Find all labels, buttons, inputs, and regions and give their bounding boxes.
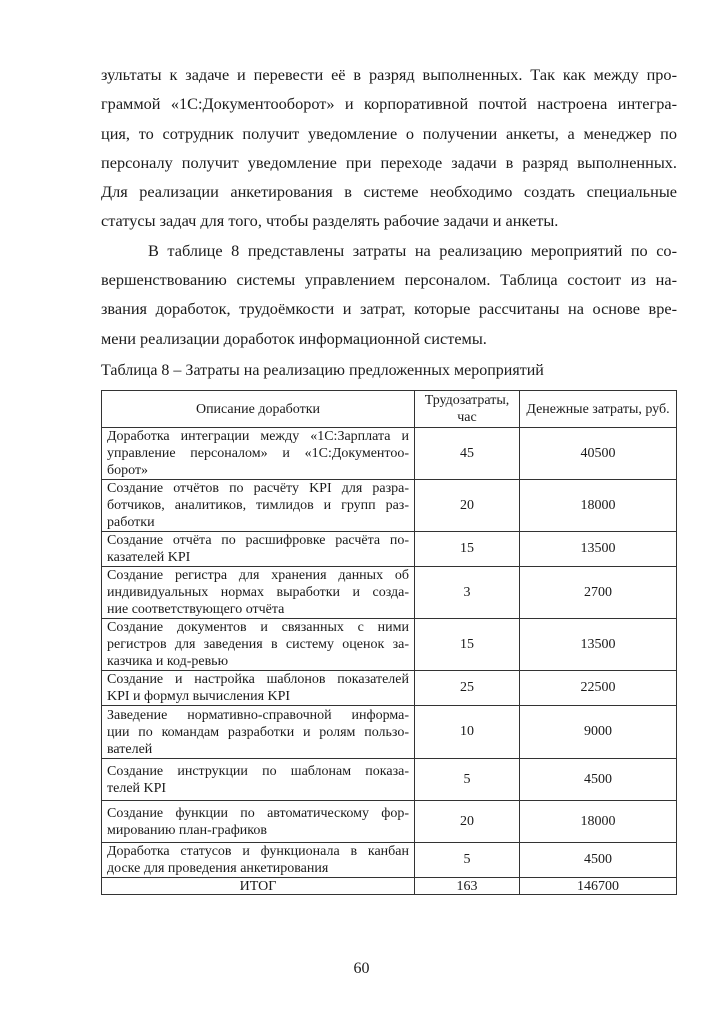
cell-description [102,759,415,801]
paragraph-1 [101,60,677,236]
cell-cost: 9000 [520,706,677,759]
table-row [102,671,677,706]
cell-hours: 15 [415,619,520,671]
cell-description [102,619,415,671]
description-line: казчика и код-ревью [107,654,229,669]
description-line: борот» [107,463,149,478]
text-line: Для реализации анкетирования в системе необходимо создать специальные [101,182,677,202]
description-line: Создание документов и связанных с ними [107,620,409,635]
description-line: регистров для заведения в систему оценок за- [107,637,409,652]
description-line: индивидуальных нормах выработки и созда- [107,585,409,600]
cell-hours: 5 [415,843,520,878]
text-line: В таблице 8 представлены затраты на реализацию мероприятий по со- [148,240,677,260]
text-line: граммой «1С:Документооборот» и корпоративной почтой настроена интегра- [101,94,677,114]
table-row [102,706,677,759]
cell-cost: 4500 [520,843,677,878]
description-line: работки [107,515,155,530]
table-caption: Таблица 8 – Затраты на реализацию предложенных мероприятий [101,362,544,379]
text-line: мени реализации доработок информационной системы. [101,328,487,348]
cell-hours: 25 [415,671,520,706]
text-line: зультаты к задаче и перевести её в разряд выполненных. Так как между про- [101,65,677,84]
cell-hours: 10 [415,706,520,759]
description-line: Создание регистра для хранения данных об [107,568,409,583]
cell-hours: 5 [415,759,520,801]
cell-description [102,843,415,878]
description-line: ции по командам разработки и ролям пользо- [107,724,409,740]
description-line: ние соответствующего отчёта [107,602,285,617]
description-line: Заведение нормативно-справочной информа- [107,707,409,723]
header-description: Описание доработки [102,391,415,428]
table-row [102,619,677,671]
cell-description [102,428,415,480]
table-row [102,428,677,480]
text-line: персоналу получит уведомление при переходе задачи в разряд выполненных. [101,152,677,172]
table-header-row [102,391,677,428]
header-cost: Денежные затраты, руб. [520,391,677,428]
cell-cost: 22500 [520,671,677,706]
table-total-row [102,878,677,895]
cell-description [102,532,415,567]
cell-cost: 4500 [520,759,677,801]
total-hours: 163 [415,878,520,895]
description-line: мированию план-графиков [107,822,268,838]
cell-cost: 13500 [520,619,677,671]
table-row [102,759,677,801]
description-line: Создание функции по автоматическому фор- [107,805,409,821]
cell-hours: 15 [415,532,520,567]
header-hours: Трудозатраты, час [415,391,520,428]
description-line: Создание и настройка шаблонов показателей [107,672,409,687]
description-line: Создание инструкции по шаблонам показа- [107,763,409,779]
table-row [102,567,677,619]
cell-description [102,801,415,843]
description-line: управление персоналом» и «1С:Документоо- [107,446,409,461]
text-line: ция, то сотрудник получит уведомление о получении анкеты, а менеджер по [101,123,677,143]
text-line: вершенствованию системы управлением персоналом. Таблица состоит из на- [101,270,677,290]
table-row [102,480,677,532]
total-label: ИТОГ [102,878,415,895]
costs-table [101,390,677,895]
table-row [102,532,677,567]
paragraph-2 [101,236,677,353]
cell-cost: 40500 [520,428,677,480]
text-line: звания доработок, трудоёмкости и затрат, которые рассчитаны на основе вре- [101,299,677,319]
cell-cost: 18000 [520,801,677,843]
cell-hours: 3 [415,567,520,619]
description-line: Доработка интеграции между «1С:Зарплата и [107,429,409,444]
table-row [102,801,677,843]
cell-cost: 18000 [520,480,677,532]
cell-hours: 45 [415,428,520,480]
description-line: Создание отчёта по расшифровке расчёта по- [107,533,409,548]
page-number: 60 [353,960,370,977]
text-line: статусы задач для того, чтобы разделять рабочие задачи и анкеты. [101,211,559,231]
table-row [102,843,677,878]
description-line: ботчиков, аналитиков, тимлидов и групп раз- [107,498,409,513]
description-line: KPI и формул вычисления KPI [107,689,291,704]
total-cost: 146700 [520,878,677,895]
description-line: вателей [107,741,153,757]
cell-description [102,671,415,706]
cell-hours: 20 [415,801,520,843]
description-line: Создание отчётов по расчёту KPI для разра- [107,481,409,496]
cell-description [102,706,415,759]
cell-cost: 2700 [520,567,677,619]
cell-description [102,480,415,532]
cell-cost: 13500 [520,532,677,567]
description-line: доске для проведения анкетирования [107,861,329,876]
description-line: телей KPI [107,780,167,796]
description-line: казателей KPI [107,550,191,565]
cell-hours: 20 [415,480,520,532]
description-line: Доработка статусов и функционала в канбан [107,844,409,859]
cell-description [102,567,415,619]
